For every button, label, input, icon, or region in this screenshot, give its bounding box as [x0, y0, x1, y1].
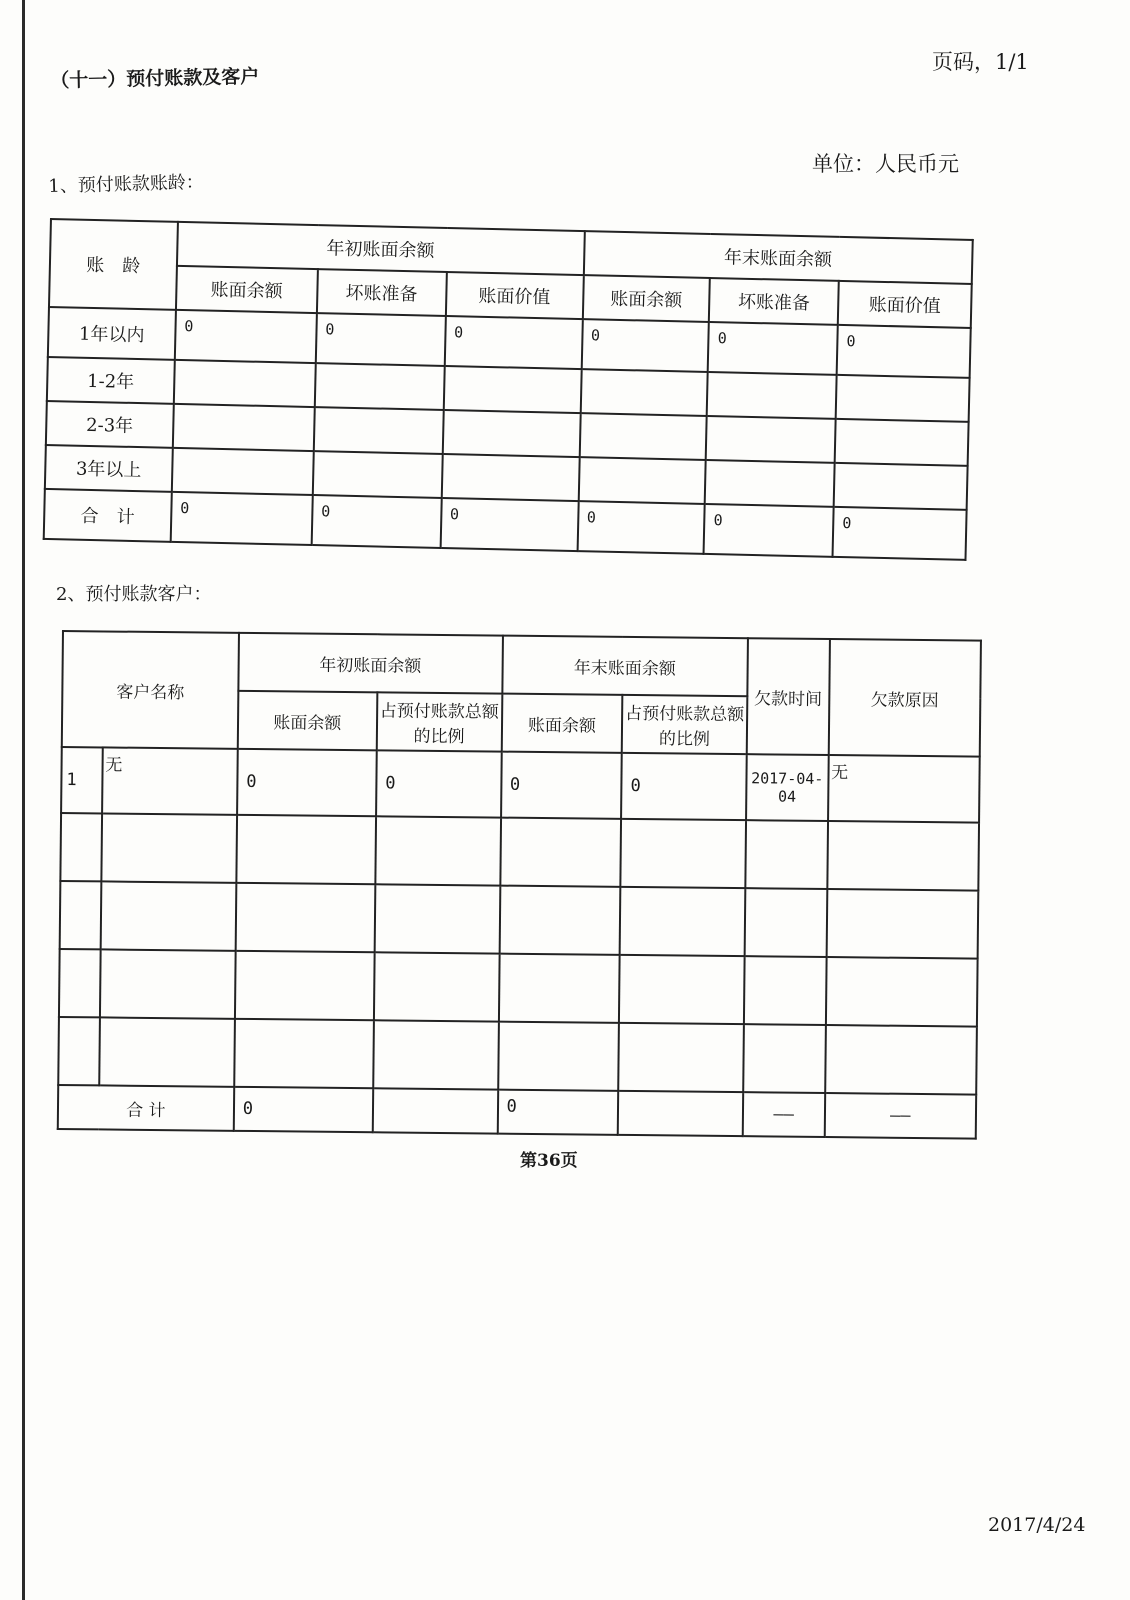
- table-row: [60, 813, 979, 891]
- cell: [835, 419, 969, 466]
- customer-sub-header: 占预付账款总额的比例: [377, 692, 502, 751]
- aging-sub-header: 账面价值: [445, 272, 583, 319]
- total-label: 合 计: [58, 1085, 234, 1131]
- cell: [442, 410, 580, 457]
- customer-name: 无: [102, 747, 238, 814]
- row-number: 1: [61, 747, 103, 813]
- table-row: [61, 747, 980, 823]
- currency-unit: 单位：人民币元: [812, 152, 959, 176]
- cell: [59, 949, 101, 1017]
- cell: [373, 1020, 498, 1089]
- footer-date: 2017/4/24: [988, 1514, 1086, 1536]
- cell: [826, 957, 978, 1027]
- cell: [234, 1019, 374, 1088]
- customer-section-title: 2、预付账款客户：: [56, 584, 212, 605]
- footer-page-number: 第36页: [520, 1151, 578, 1171]
- cell: [499, 886, 620, 955]
- cell: [579, 413, 707, 460]
- cell: [443, 366, 581, 413]
- row-label: 1年以内: [48, 307, 176, 360]
- aging-sub-header: 账面余额: [582, 275, 710, 322]
- row-label: 合 计: [44, 489, 172, 542]
- cell: 0: [621, 753, 746, 820]
- cell: 0: [234, 1087, 373, 1132]
- cell: [618, 1023, 743, 1092]
- cell: 0: [175, 310, 317, 363]
- scan-edge-line: [22, 0, 25, 1600]
- cell: [374, 952, 499, 1021]
- cell: [236, 815, 376, 884]
- cell: [620, 887, 745, 956]
- cell: [580, 369, 708, 416]
- aging-section-title: 1、预付账款账龄：: [48, 171, 205, 197]
- cell: [744, 888, 826, 957]
- cell: [374, 884, 499, 953]
- cell: 0: [581, 319, 709, 372]
- cell: [498, 1022, 619, 1091]
- debt-time: 2017-04-04: [746, 754, 828, 821]
- cell: 0: [833, 507, 967, 560]
- cell: [825, 1025, 977, 1095]
- customer-header-time: 欠款时间: [747, 638, 830, 755]
- table-row-total: [58, 1085, 976, 1139]
- table-row: [59, 949, 978, 1027]
- cell: [500, 818, 621, 887]
- customer-sub-header: 账面余额: [238, 691, 378, 750]
- cell: [60, 813, 102, 881]
- cell: [314, 407, 444, 454]
- customer-table: [57, 630, 982, 1140]
- cell: 0: [376, 750, 501, 817]
- cell: 0: [497, 1090, 618, 1135]
- customer-header-begin: 年初账面余额: [238, 633, 502, 694]
- cell: [836, 375, 970, 422]
- cell: [743, 1024, 825, 1093]
- debt-reason: 无: [828, 755, 980, 823]
- cell: [706, 416, 836, 463]
- customer-header-end: 年末账面余额: [502, 636, 748, 697]
- cell: [235, 883, 375, 952]
- cell: [826, 889, 978, 959]
- row-label: 2-3年: [46, 401, 174, 448]
- cell: 0: [501, 752, 622, 819]
- cell: [827, 821, 979, 891]
- cell: [60, 881, 102, 949]
- cell: 0: [311, 495, 441, 548]
- customer-sub-header: 占预付账款总额的比例: [622, 695, 747, 754]
- cell: 0: [316, 313, 446, 366]
- aging-header-end: 年末账面余额: [583, 231, 972, 284]
- cell: 0: [837, 325, 971, 378]
- cell: [707, 372, 837, 419]
- cell: ——: [743, 1092, 825, 1137]
- aging-header-age: 账 龄: [49, 219, 178, 310]
- aging-sub-header: 账面价值: [838, 281, 972, 328]
- cell: [834, 463, 968, 510]
- row-label: 3年以上: [45, 445, 173, 492]
- cell: [441, 454, 579, 501]
- cell: [58, 1017, 100, 1085]
- cell: [498, 954, 619, 1023]
- customer-sub-header: 账面余额: [501, 694, 622, 753]
- cell: 0: [708, 322, 838, 375]
- customer-header-name: 客户名称: [62, 631, 239, 749]
- cell: [618, 1091, 743, 1136]
- aging-sub-header: 账面余额: [176, 266, 318, 313]
- cell: [172, 448, 314, 495]
- cell: 0: [577, 501, 705, 554]
- cell: [619, 955, 744, 1024]
- cell: 0: [704, 504, 834, 557]
- cell: [173, 404, 315, 451]
- cell: [99, 1017, 235, 1086]
- cell: ——: [824, 1093, 976, 1139]
- cell: [373, 1088, 498, 1133]
- page-number: 页码，1/1: [932, 50, 1029, 74]
- cell: [315, 363, 445, 410]
- cell: [101, 881, 237, 950]
- cell: [744, 956, 826, 1025]
- table-row: [58, 1017, 977, 1095]
- cell: [578, 457, 706, 504]
- table-row: [60, 881, 979, 959]
- aging-sub-header: 坏账准备: [317, 269, 447, 316]
- cell: [705, 460, 835, 507]
- cell: 0: [440, 498, 578, 551]
- aging-sub-header: 坏账准备: [709, 278, 839, 325]
- cell: 0: [237, 749, 377, 816]
- cell: [745, 820, 827, 889]
- cell: [621, 819, 746, 888]
- aging-header-begin: 年初账面余额: [177, 222, 585, 275]
- cell: [313, 451, 443, 498]
- cell: [235, 951, 375, 1020]
- cell: [375, 816, 500, 885]
- customer-header-reason: 欠款原因: [828, 639, 981, 757]
- cell: [101, 813, 237, 882]
- cell: 0: [170, 492, 312, 545]
- section-title: （十一）预付账款及客户: [50, 65, 260, 92]
- cell: [100, 949, 236, 1018]
- cell: 0: [444, 316, 582, 369]
- aging-table: [43, 218, 974, 561]
- row-label: 1-2年: [47, 357, 175, 404]
- cell: [174, 360, 316, 407]
